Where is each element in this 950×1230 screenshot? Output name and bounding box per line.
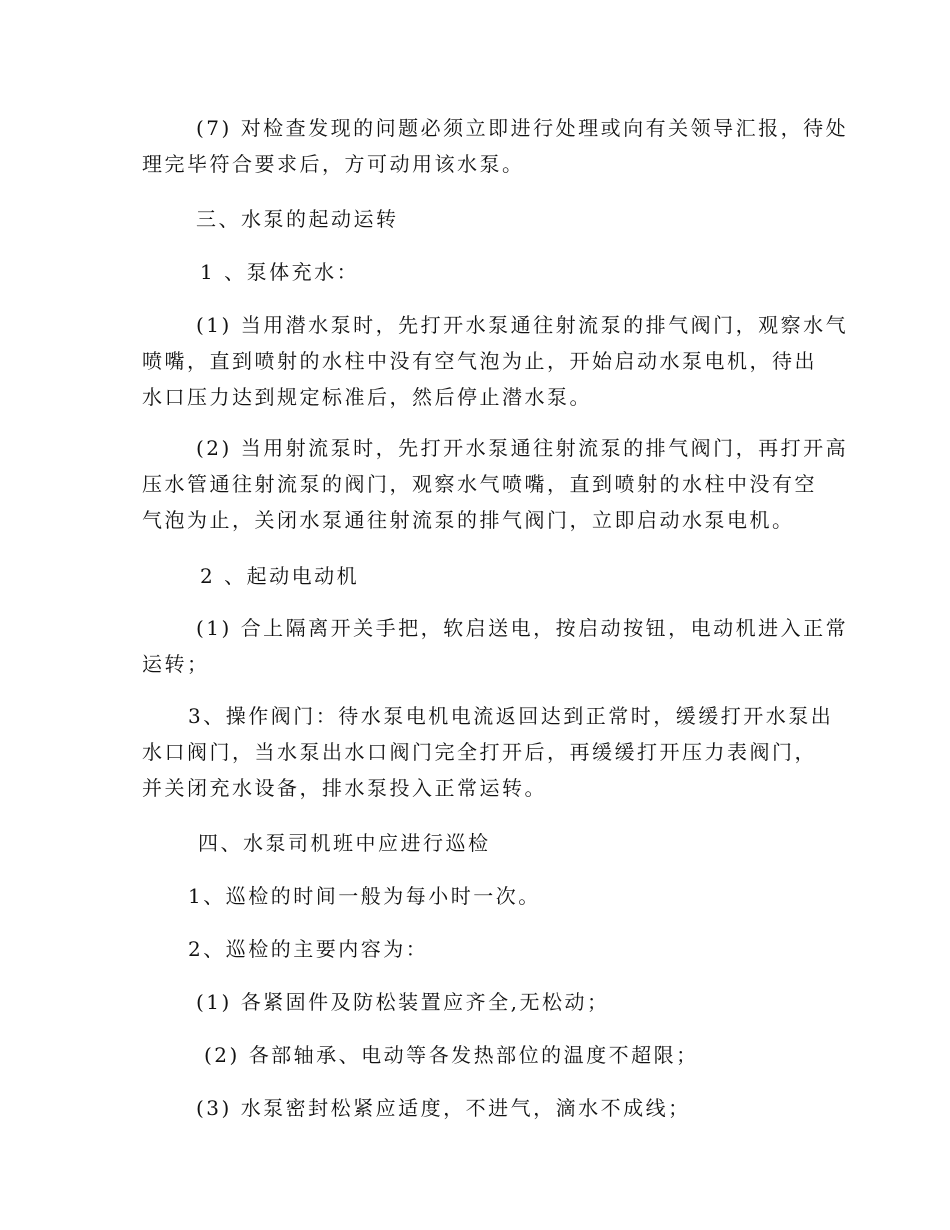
- section-heading: 四、水泵司机班中应进行巡检: [198, 831, 491, 855]
- paragraph-line: (2) 当用射流泵时，先打开水泵通往射流泵的排气阀门，再打开高: [196, 436, 849, 460]
- subsection-heading: 2 、起动电动机: [200, 564, 360, 588]
- paragraph-line: 2、巡检的主要内容为：: [188, 937, 429, 961]
- paragraph-line: 理完毕符合要求后，方可动用该水泵。: [142, 152, 525, 176]
- section-heading: 三、水泵的起动运转: [196, 207, 399, 231]
- paragraph-line: 喷嘴，直到喷射的水柱中没有空气泡为止，开始启动水泵电机，待出: [142, 349, 817, 373]
- paragraph-line: 并关闭充水设备，排水泵投入正常运转。: [142, 776, 547, 800]
- paragraph-line: 水口压力达到规定标准后，然后停止潜水泵。: [142, 385, 592, 409]
- paragraph-line: (1) 合上隔离开关手把，软启送电，按启动按钮，电动机进入正常: [196, 616, 849, 640]
- paragraph-line: 气泡为止，关闭水泵通往射流泵的排气阀门，立即启动水泵电机。: [142, 508, 795, 532]
- paragraph-line: 压水管通往射流泵的阀门，观察水气喷嘴，直到喷射的水柱中没有空: [142, 472, 817, 496]
- paragraph-line: 1、巡检的时间一般为每小时一次。: [188, 884, 541, 908]
- paragraph-line: 水口阀门，当水泵出水口阀门完全打开后，再缓缓打开压力表阀门，: [142, 740, 817, 764]
- paragraph-line: 3、操作阀门：待水泵电机电流返回达到正常时，缓缓打开水泵出: [188, 704, 834, 728]
- paragraph-line: 运转；: [142, 652, 210, 676]
- list-item: (1) 各紧固件及防松装置应齐全,无松动；: [196, 990, 610, 1014]
- paragraph-line: (7) 对检查发现的问题必须立即进行处理或向有关领导汇报，待处: [196, 116, 849, 140]
- subsection-heading: 1 、泵体充水：: [200, 260, 360, 284]
- paragraph-line: (1) 当用潜水泵时，先打开水泵通往射流泵的排气阀门，观察水气: [196, 313, 849, 337]
- list-item: (3) 水泵密封松紧应适度，不进气，滴水不成线；: [196, 1096, 691, 1120]
- list-item: (2) 各部轴承、电动等各发热部位的温度不超限；: [204, 1043, 699, 1067]
